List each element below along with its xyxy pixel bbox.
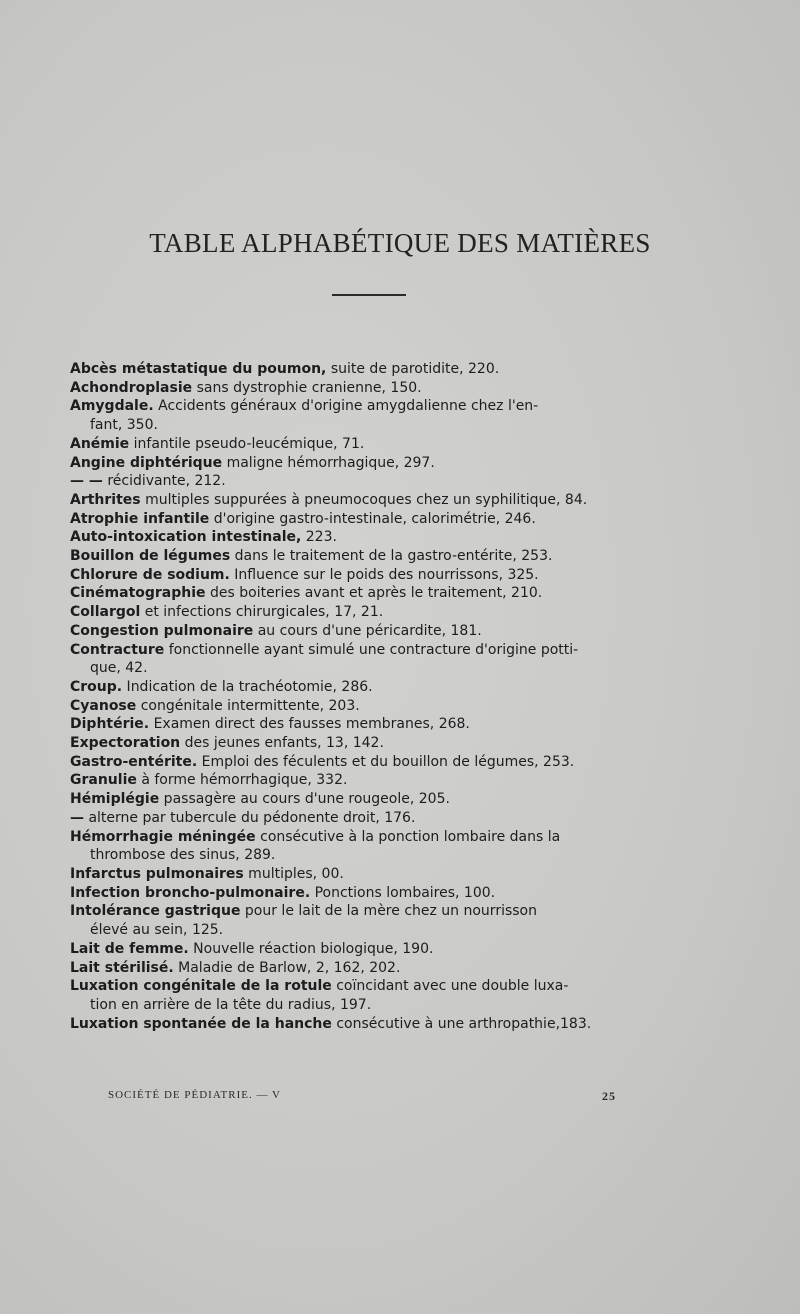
- index-term: Arthrites: [70, 491, 141, 508]
- index-detail: Accidents généraux d'origine amygdalienne chez l'en-: [153, 398, 539, 415]
- index-entry: [70, 603, 650, 622]
- index-term: Abcès métastatique du poumon,: [70, 361, 327, 377]
- index-detail: Influence sur le poids des nourrissons, 325.: [229, 566, 539, 583]
- index-detail-continued: thrombose des sinus, 289.: [90, 847, 276, 864]
- index-detail: à forme hémorrhagique, 332.: [136, 772, 348, 789]
- index-detail: au cours d'une péricardite, 181.: [253, 622, 482, 639]
- index-detail-continued: que, 42.: [90, 660, 148, 677]
- page-footer: [108, 1089, 616, 1103]
- index-entry: [70, 566, 650, 585]
- index-term: Cyanose: [70, 697, 137, 714]
- index-detail-continued: élevé au sein, 125.: [90, 922, 224, 939]
- index-entry: [70, 622, 650, 641]
- index-term: Expectoration: [70, 735, 181, 752]
- index-term: Contracture: [70, 641, 165, 658]
- index-term: Hémiplégie: [70, 791, 160, 808]
- index-entry: [70, 472, 650, 491]
- index-entry: [70, 734, 650, 753]
- index-term: Infection broncho-pulmonaire.: [70, 884, 311, 901]
- index-entry: [70, 1015, 650, 1034]
- index-term: Congestion pulmonaire: [70, 622, 254, 639]
- index-detail: Indication de la trachéotomie, 286.: [122, 678, 373, 695]
- index-term: Bouillon de légumes: [70, 548, 231, 565]
- index-detail: passagère au cours d'une rougeole, 205.: [159, 791, 450, 808]
- index-term: Lait de femme.: [70, 940, 189, 957]
- index-entry: [70, 528, 650, 547]
- index-entry: [70, 753, 650, 772]
- index-detail: Ponctions lombaires, 100.: [310, 884, 496, 901]
- index-entry: [70, 771, 650, 790]
- index-entry: [70, 360, 650, 379]
- index-term: Atrophie infantile: [70, 510, 210, 527]
- index-detail: congénitale intermittente, 203.: [136, 697, 360, 714]
- index-entry: [70, 547, 650, 566]
- index-term: Luxation congénitale de la rotule: [70, 978, 332, 995]
- index-detail: infantile pseudo-leucémique, 71.: [129, 435, 365, 452]
- index-detail: 223.: [301, 529, 337, 546]
- index-entry: [70, 454, 650, 473]
- index-entry: [70, 902, 650, 939]
- index-term: Infarctus pulmonaires: [70, 865, 244, 882]
- index-detail: maligne hémorrhagique, 297.: [222, 454, 435, 471]
- index-detail: des boiteries avant et après le traitement, 210.: [205, 585, 543, 602]
- title-rule: [332, 294, 406, 296]
- page-title: TABLE ALPHABÉTIQUE DES MATIÈRES: [149, 228, 651, 258]
- index-detail: dans le traitement de la gastro-entérite, 253.: [230, 548, 553, 565]
- footer-running-head: SOCIÉTÉ DE PÉDIATRIE. — V: [108, 1089, 281, 1101]
- index-term: Intolérance gastrique: [70, 903, 241, 920]
- index-detail: Examen direct des fausses membranes, 268.: [149, 716, 470, 733]
- index-detail-continued: fant, 350.: [90, 417, 158, 434]
- index-term: — —: [70, 473, 103, 490]
- index-detail: des jeunes enfants, 13, 142.: [180, 735, 384, 752]
- index-entries: [70, 360, 650, 1033]
- index-entry: [70, 697, 650, 716]
- index-detail: multiples, 00.: [243, 865, 344, 882]
- index-detail: sans dystrophie cranienne, 150.: [192, 379, 422, 396]
- index-entry: [70, 584, 650, 603]
- index-entry: [70, 715, 650, 734]
- index-detail: récidivante, 212.: [102, 473, 226, 490]
- index-entry: [70, 828, 650, 865]
- index-term: Collargol: [70, 604, 141, 621]
- index-entry: [70, 884, 650, 903]
- index-term: Croup.: [70, 678, 123, 695]
- index-term: Granulie: [70, 772, 137, 789]
- index-term: Amygdale.: [70, 398, 154, 415]
- index-term: Achondroplasie: [70, 379, 193, 396]
- index-detail: consécutive à une arthropathie,183.: [331, 1015, 592, 1032]
- index-entry: [70, 435, 650, 454]
- index-detail: alterne par tubercule du pédonente droit, 176.: [84, 809, 416, 826]
- index-entry: [70, 790, 650, 809]
- index-term: Angine diphtérique: [70, 454, 223, 471]
- index-entry: [70, 977, 650, 1014]
- index-detail: multiples suppurées à pneumocoques chez un syphilitique, 84.: [140, 491, 588, 508]
- index-detail-continued: tion en arrière de la tête du radius, 197.: [90, 996, 372, 1013]
- index-entry: [70, 397, 650, 434]
- index-entry: [70, 510, 650, 529]
- index-term: Diphtérie.: [70, 716, 150, 733]
- index-term: Cinématographie: [70, 585, 206, 602]
- index-entry: [70, 491, 650, 510]
- index-term: Chlorure de sodium.: [70, 566, 230, 583]
- index-detail: d'origine gastro-intestinale, calorimétrie, 246.: [209, 510, 536, 527]
- index-term: Lait stérilisé.: [70, 959, 174, 976]
- index-entry: [70, 641, 650, 678]
- index-detail: fonctionnelle ayant simulé une contracture d'origine potti-: [164, 641, 579, 658]
- index-entry: [70, 678, 650, 697]
- index-detail: et infections chirurgicales, 17, 21.: [140, 604, 384, 621]
- index-term: Gastro-entérite.: [70, 753, 198, 770]
- index-detail: consécutive à la ponction lombaire dans la: [255, 828, 561, 845]
- index-entry: [70, 809, 650, 828]
- index-term: Hémorrhagie méningée: [70, 828, 256, 845]
- index-detail: suite de parotidite, 220.: [326, 361, 500, 377]
- index-term: Anémie: [70, 435, 130, 452]
- index-detail: coïncidant avec une double luxa-: [331, 978, 569, 995]
- index-term: Luxation spontanée de la hanche: [70, 1015, 332, 1032]
- index-entry: [70, 379, 650, 398]
- index-detail: pour le lait de la mère chez un nourrisson: [240, 903, 537, 920]
- index-detail: Nouvelle réaction biologique, 190.: [188, 940, 434, 957]
- index-detail: Emploi des féculents et du bouillon de légumes, 253.: [197, 753, 575, 770]
- index-entry: [70, 959, 650, 978]
- index-term: Auto-intoxication intestinale,: [70, 529, 302, 546]
- index-entry: [70, 865, 650, 884]
- footer-page-number: 25: [602, 1089, 616, 1103]
- index-detail: Maladie de Barlow, 2, 162, 202.: [173, 959, 401, 976]
- index-term: —: [70, 809, 84, 826]
- index-entry: [70, 940, 650, 959]
